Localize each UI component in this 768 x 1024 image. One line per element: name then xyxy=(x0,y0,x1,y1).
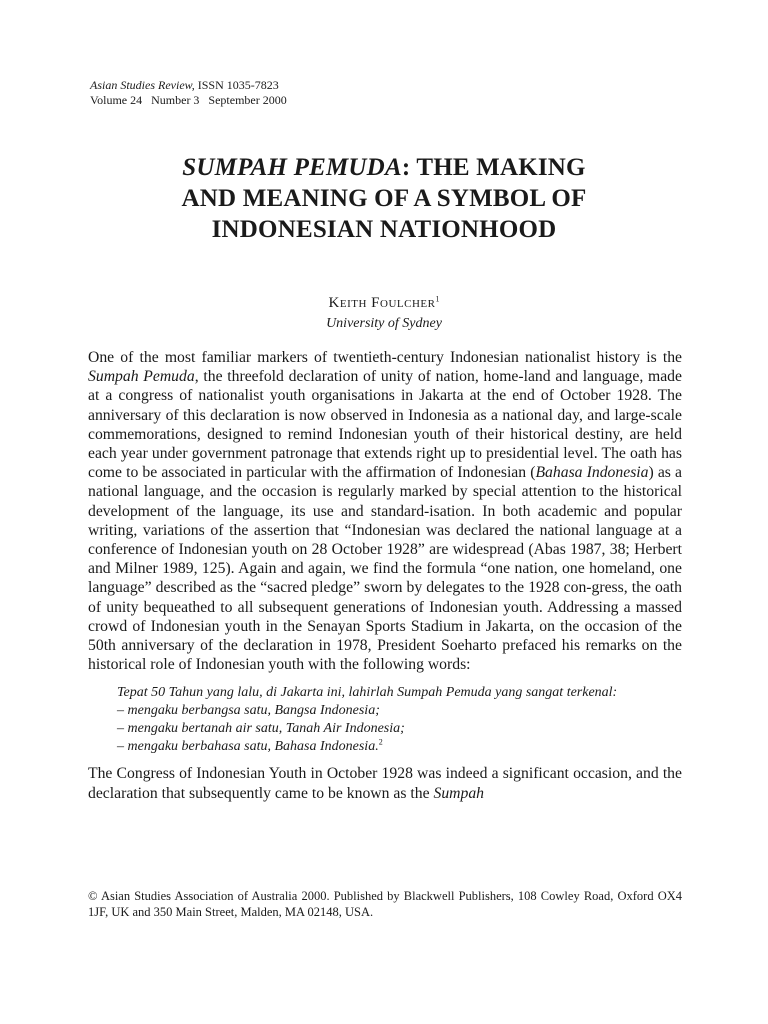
paragraph-2-text: The Congress of Indonesian Youth in October 1928 was indeed a significant occasion, and the declaration that subsequently came to be known as the xyxy=(88,765,682,802)
author-block xyxy=(88,294,680,333)
block-quote xyxy=(117,684,682,756)
journal-issn: ISSN 1035-7823 xyxy=(194,78,279,92)
title-line-2: AND MEANING OF A SYMBOL OF xyxy=(181,185,587,212)
author-name: Keith Foulcher xyxy=(328,295,436,311)
paragraph-2 xyxy=(88,764,682,802)
paragraph-1-bahasa-indonesia: Bahasa Indonesia xyxy=(535,464,649,482)
paragraph-1-text-c: ) as a national language, and the occasion is regularly marked by special attention to the historical development of the language, its use and standard-isation. In both academic and popular writing, variations of the assertion that “Indonesian was declared the national language at a conference of Indonesian youth on 28 October 1928” are widespread (Abas 1987, 38; Herbert and Milner 1989, 125). Again and again, we find the formula “one nation, one homeland, one language” described as the “sacred pledge” sworn by delegates to the 1928 con-gress, the oath of unity bequeathed to all subsequent generations of Indonesian youth. Addressing a massed crowd of Indonesian youth in the Senayan Sports Stadium in Jakarta, on the occasion of the 50th anniversary of the declaration in 1978, President Soeharto prefaced his remarks on the historical role of Indonesian youth with the following words: xyxy=(88,464,682,674)
paragraph-1-text-b: , the threefold declaration of unity of nation, home-land and language, made at a congress of nationalist youth organisations in Jakarta at the end of October 1928. The anniversary of this declaration is now observed in Indonesia as a national day, and large-scale commemorations, designed to remind Indonesian youth of their historical destiny, are held each year under government patronage that extends right up to presidential level. The oath has come to be associated in particular with the affirmation of Indonesian ( xyxy=(88,368,682,482)
title-line-1 xyxy=(88,152,680,183)
title-line-3: INDONESIAN NATIONHOOD xyxy=(211,216,557,243)
copyright-footer: © Asian Studies Association of Australia 2000. Published by Blackwell Publishers, 108 Cowley Road, Oxford OX4 1JF, UK and 350 Main Street, Malden, MA 02148, USA. xyxy=(88,889,682,919)
paragraph-1-text-a: One of the most familiar markers of twentieth-century Indonesian nationalist history is the xyxy=(88,349,682,366)
article-title xyxy=(88,152,680,245)
quote-line: Tepat 50 Tahun yang lalu, di Jakarta ini, lahirlah Sumpah Pemuda yang sangat terkenal: xyxy=(117,685,618,701)
paragraph-1 xyxy=(88,348,682,674)
journal-name: Asian Studies Review, xyxy=(90,78,195,92)
quote-line: – mengaku berbangsa satu, Bangsa Indonesia; xyxy=(117,703,380,719)
paragraph-1-sumpah-pemuda: Sumpah Pemuda xyxy=(88,368,195,386)
quote-line xyxy=(117,738,682,756)
quote-line-4-text: – mengaku berbahasa satu, Bahasa Indonesia. xyxy=(117,739,379,755)
author-footnote-mark: 1 xyxy=(435,294,440,304)
quote-line: – mengaku bertanah air satu, Tanah Air Indonesia; xyxy=(117,721,405,737)
article-body xyxy=(88,348,682,803)
title-italic-part: SUMPAH PEMUDA xyxy=(182,154,402,181)
journal-header xyxy=(90,78,287,108)
journal-volume-line: Volume 24 Number 3 September 2000 xyxy=(90,93,287,107)
paragraph-2-sumpah: Sumpah xyxy=(433,784,485,802)
author-affiliation: University of Sydney xyxy=(326,316,442,331)
quote-footnote-mark: 2 xyxy=(378,737,383,747)
journal-citation-line xyxy=(90,78,287,93)
title-line-1-rest: : THE MAKING xyxy=(401,154,586,181)
